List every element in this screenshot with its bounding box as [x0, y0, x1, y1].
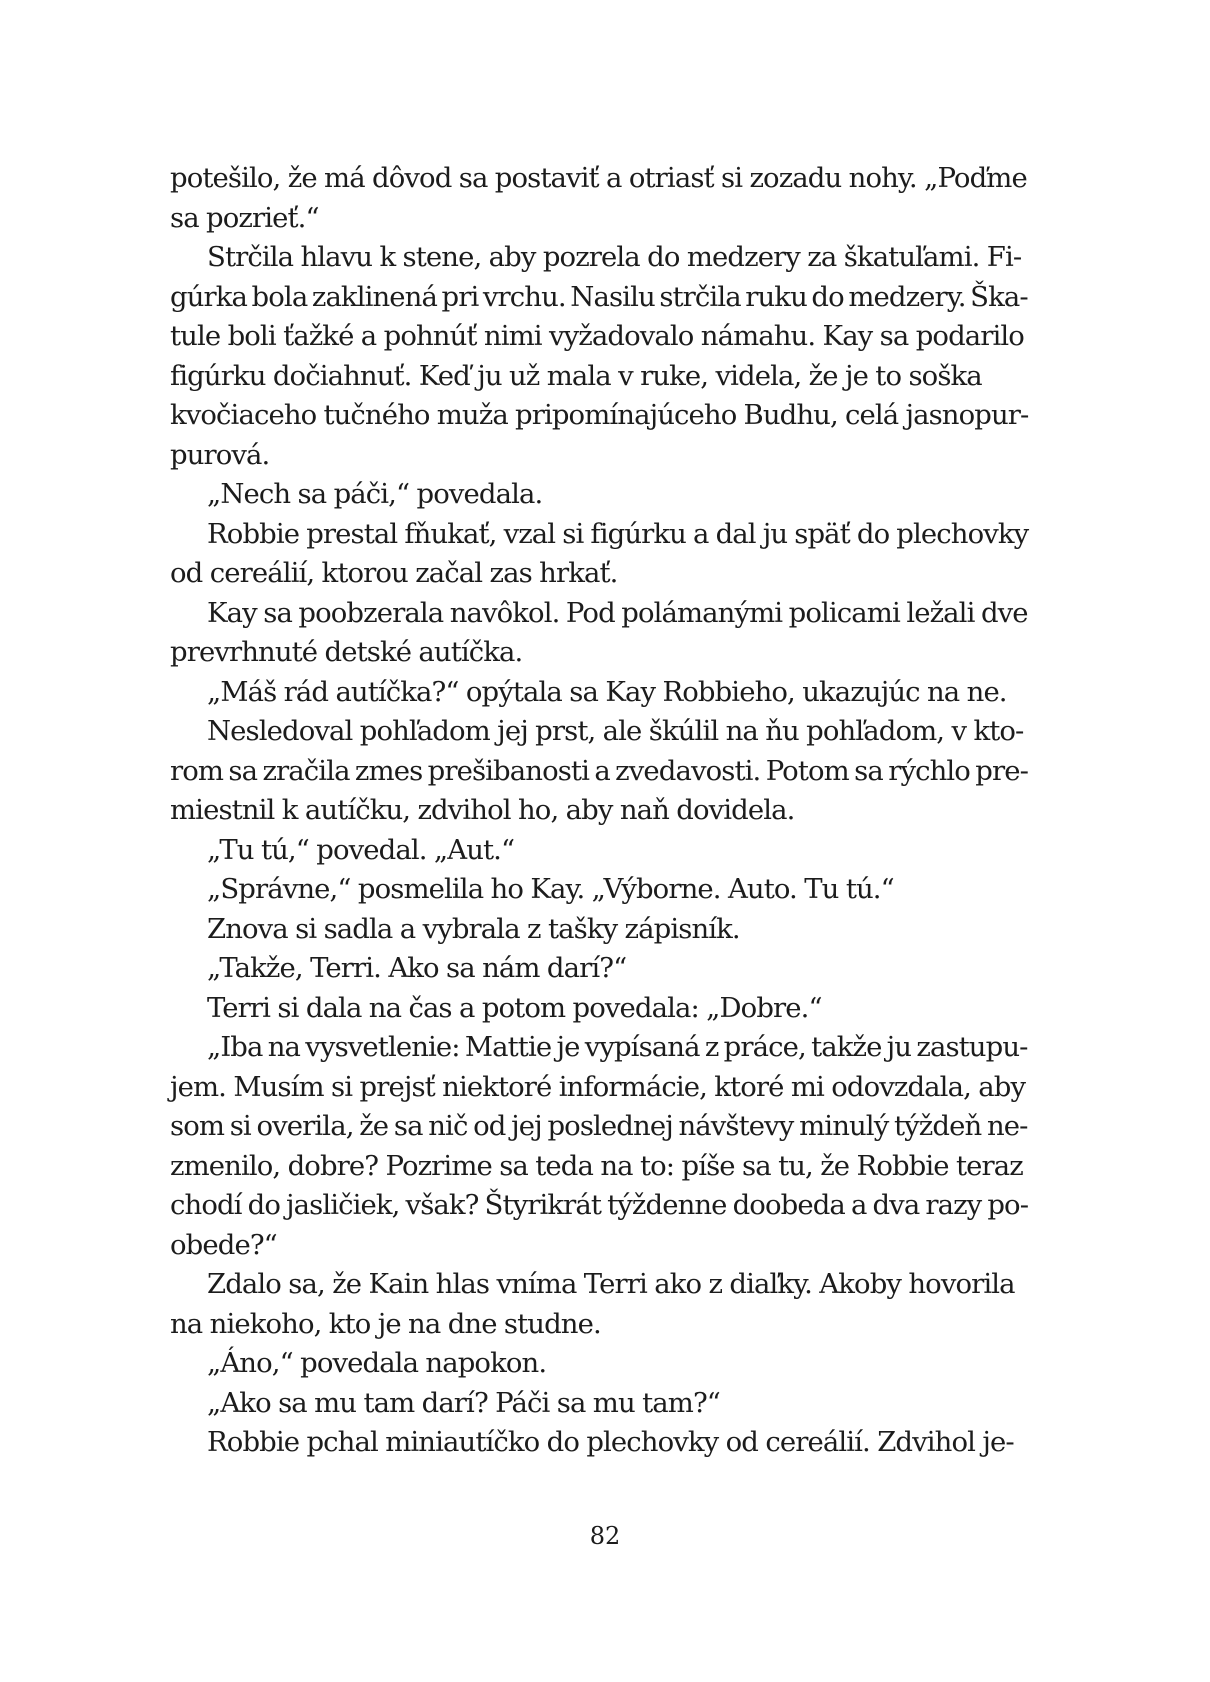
text-line: jem. Musím si prejsť niektoré informácie, ktoré mi odovzdala, aby	[170, 1070, 1026, 1103]
text-line: Strčila hlavu k stene, aby pozrela do medzery za škatuľami. Fi-	[207, 241, 1022, 273]
text-line: gúrka bola zaklinená pri vrchu. Nasilu strčila ruku do medzery. Ška-	[170, 280, 1028, 313]
text-line: na niekoho, kto je na dne studne.	[170, 1307, 601, 1340]
text-line: Nesledoval pohľadom jej prst, ale škúlil na ňu pohľadom, v kto-	[207, 715, 1024, 747]
text-line: Terri si dala na čas a potom povedala: „Dobre.“	[207, 991, 822, 1024]
text-line: purová.	[170, 438, 270, 471]
text-line: rom sa zračila zmes prešibanosti a zvedavosti. Potom sa rýchlo pre-	[170, 754, 1029, 787]
text-line: tule boli ťažké a pohnúť nimi vyžadovalo námahu. Kay sa podarilo	[170, 320, 1024, 352]
text-line: Zdalo sa, že Kain hlas vníma Terri ako z diaľky. Akoby hovorila	[207, 1268, 1015, 1300]
text-line: „Nech sa páči,“ povedala.	[207, 478, 543, 510]
text-line: „Máš rád autíčka?“ opýtala sa Kay Robbieho, ukazujúc na ne.	[207, 675, 1007, 708]
text-line: kvočiaceho tučného muža pripomínajúceho Budhu, celá jasnopur-	[170, 399, 1029, 431]
page-number: 82	[589, 1522, 621, 1550]
text-line: sa pozrieť.“	[170, 201, 319, 234]
text-line: „Správne,“ posmelila ho Kay. „Výborne. Auto. Tu tú.“	[207, 873, 894, 905]
text-line: „Ako sa mu tam darí? Páči sa mu tam?“	[207, 1386, 720, 1419]
text-line: obede?“	[170, 1228, 277, 1261]
text-line: od cereálií, ktorou začal zas hrkať.	[170, 557, 618, 589]
body-text	[170, 159, 1028, 1463]
text-line: „Takže, Terri. Ako sa nám darí?“	[207, 952, 627, 984]
text-line: figúrku dočiahnuť. Keď ju už mala v ruke, videla, že je to soška	[170, 359, 982, 392]
text-line: chodí do jasličiek, však? Štyrikrát týždenne doobeda a dva razy po-	[170, 1189, 1029, 1221]
text-line: miestnil k autíčku, zdvihol ho, aby naň dovidela.	[170, 794, 795, 826]
text-line: prevrhnuté detské autíčka.	[170, 636, 523, 668]
text-line: Robbie prestal fňukať, vzal si figúrku a dal ju späť do plechovky	[207, 517, 1029, 550]
text-line: zmenilo, dobre? Pozrime sa teda na to: píše sa tu, že Robbie teraz	[170, 1149, 1023, 1182]
text-line: „Áno,“ povedala napokon.	[207, 1347, 547, 1379]
text-line: „Tu tú,“ povedal. „Aut.“	[207, 833, 515, 866]
text-line: „Iba na vysvetlenie: Mattie je vypísaná z práce, takže ju zastupu-	[207, 1031, 1028, 1063]
text-line: potešilo, že má dôvod sa postaviť a otriasť si zozadu nohy. „Poďme	[170, 162, 1027, 194]
text-line: Robbie pchal miniautíčko do plechovky od cereálií. Zdvihol je-	[207, 1426, 1014, 1458]
text-line: som si overila, že sa nič od jej poslednej návštevy minulý týždeň ne-	[170, 1110, 1028, 1142]
text-line: Kay sa poobzerala navôkol. Pod polámanými policami ležali dve	[207, 596, 1028, 629]
text-line: Znova si sadla a vybrala z tašky zápisník.	[207, 912, 740, 945]
